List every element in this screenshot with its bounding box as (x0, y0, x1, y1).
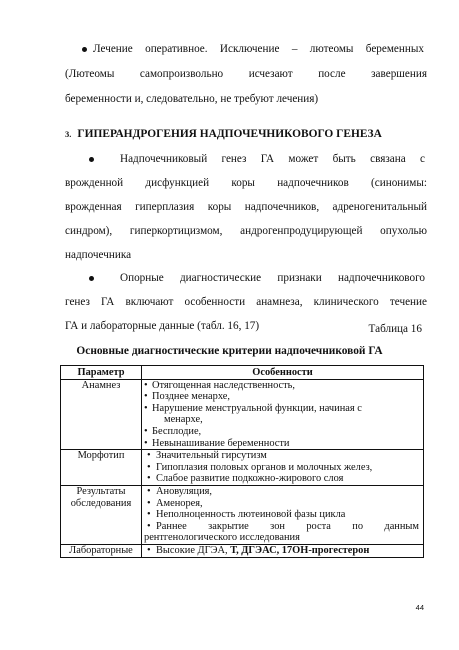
bullet-icon (89, 276, 94, 281)
item-text: Бесплодие, (152, 425, 202, 437)
features-cell (142, 544, 424, 557)
list-item-continuation (144, 414, 421, 426)
list-item: • Аменорея, (147, 497, 203, 509)
text-line: врожденной дисфункцией коры надпочечников (синонимы: (65, 177, 427, 189)
text-line: врожденная гиперплазия коры надпочечников, адреногенитальный (65, 201, 427, 213)
text-line: ГА и лабораторные данные (табл. 16, 17) (65, 320, 260, 332)
bullet-icon (89, 157, 94, 162)
item-text: Раннее закрытие зон роста по данным (156, 520, 419, 532)
header-features: Особенности (142, 366, 424, 380)
item-text: Высокие ДГЭА, (156, 544, 231, 556)
list-item: • Позднее менархе, (144, 391, 230, 403)
param-text: обследования (70, 497, 132, 509)
item-text: Невынашивание беременности (152, 437, 290, 449)
list-item: • Нарушение менструальной функции, начиная с (144, 402, 362, 414)
header-parameter: Параметр (61, 366, 142, 380)
param-cell: Лабораторные (61, 544, 142, 557)
param-text: Результаты (76, 485, 126, 497)
item-text: Значительный гирсутизм (156, 450, 267, 462)
list-item: • Раннее закрытие зон роста по данным (147, 520, 419, 532)
table-row (61, 450, 424, 486)
section-number: 3. (65, 129, 72, 139)
features-cell (142, 485, 424, 544)
list-item: • Высокие ДГЭА, Т, ДГЭАС, 17ОН-прогестерон (147, 544, 370, 556)
item-text: Слабое развитие подкожно-жирового слоя (156, 473, 344, 485)
list-item: • Отягощенная наследственность, (144, 379, 296, 391)
table-number: Таблица 16 (368, 323, 422, 335)
list-item: • Бесплодие, (144, 425, 202, 437)
item-text: Ановуляция, (156, 485, 213, 497)
item-text: Аменорея, (156, 497, 203, 509)
item-text-bold: Т, ДГЭАС, 17ОН-прогестерон (230, 544, 370, 556)
text-line: беременности и, следовательно, не требуют лечения) (65, 93, 319, 105)
list-item: • Ановуляция, (147, 485, 213, 497)
item-text: Позднее менархе, (152, 391, 230, 403)
item-text: рентгенологического исследования (144, 532, 300, 544)
param-cell: Морфотип (61, 450, 142, 486)
list-item-continuation (144, 532, 421, 544)
list-item: • Неполноценность лютеиновой фазы цикла (147, 509, 346, 521)
text-line: (Лютеомы самопроизвольно исчезают после завершения (65, 68, 427, 80)
bullet-line (89, 152, 427, 166)
bullet-line (89, 271, 427, 285)
list-item: • Значительный гирсутизм (147, 450, 267, 462)
list-item: • Невынашивание беременности (144, 437, 290, 449)
page-number: 44 (415, 603, 424, 612)
item-text: Отягощенная наследственность, (152, 379, 296, 391)
table-title: Основные диагностические критерии надпочечниковой ГА (76, 345, 383, 357)
section-heading (65, 128, 382, 140)
text-line: Опорные диагностические признаки надпочечникового (120, 272, 425, 285)
item-text: Неполноценность лютеиновой фазы цикла (156, 509, 346, 521)
list-item: • Слабое развитие подкожно-жирового слоя (147, 473, 344, 485)
item-text: Гипоплазия половых органов и молочных желез, (156, 461, 373, 473)
item-text: менархе, (164, 414, 203, 426)
bullet-icon (82, 47, 87, 52)
table-row (61, 544, 424, 557)
criteria-table (60, 365, 424, 558)
bullet-line (82, 42, 427, 56)
table-row (61, 379, 424, 450)
table-header-row (61, 366, 424, 380)
text-line: генез ГА включают особенности анамнеза, клинического течение (65, 296, 427, 308)
features-cell (142, 379, 424, 450)
text-line: синдром), гиперкортицизмом, андрогенпродуцирующей опухолью (65, 225, 427, 237)
text-line: надпочечника (65, 249, 132, 261)
item-text: Нарушение менструальной функции, начиная с (152, 402, 362, 414)
text-line: Лечение оперативное. Исключение – лютеомы беременных (93, 43, 424, 56)
features-cell (142, 450, 424, 486)
param-cell: Анамнез (61, 379, 142, 450)
list-item: • Гипоплазия половых органов и молочных желез, (147, 461, 373, 473)
section-title: ГИПЕРАНДРОГЕНИЯ НАДПОЧЕЧНИКОВОГО ГЕНЕЗА (77, 128, 382, 140)
text-line: Надпочечниковый генез ГА может быть связана с (120, 153, 425, 166)
table-row (61, 485, 424, 544)
param-cell (61, 485, 142, 544)
